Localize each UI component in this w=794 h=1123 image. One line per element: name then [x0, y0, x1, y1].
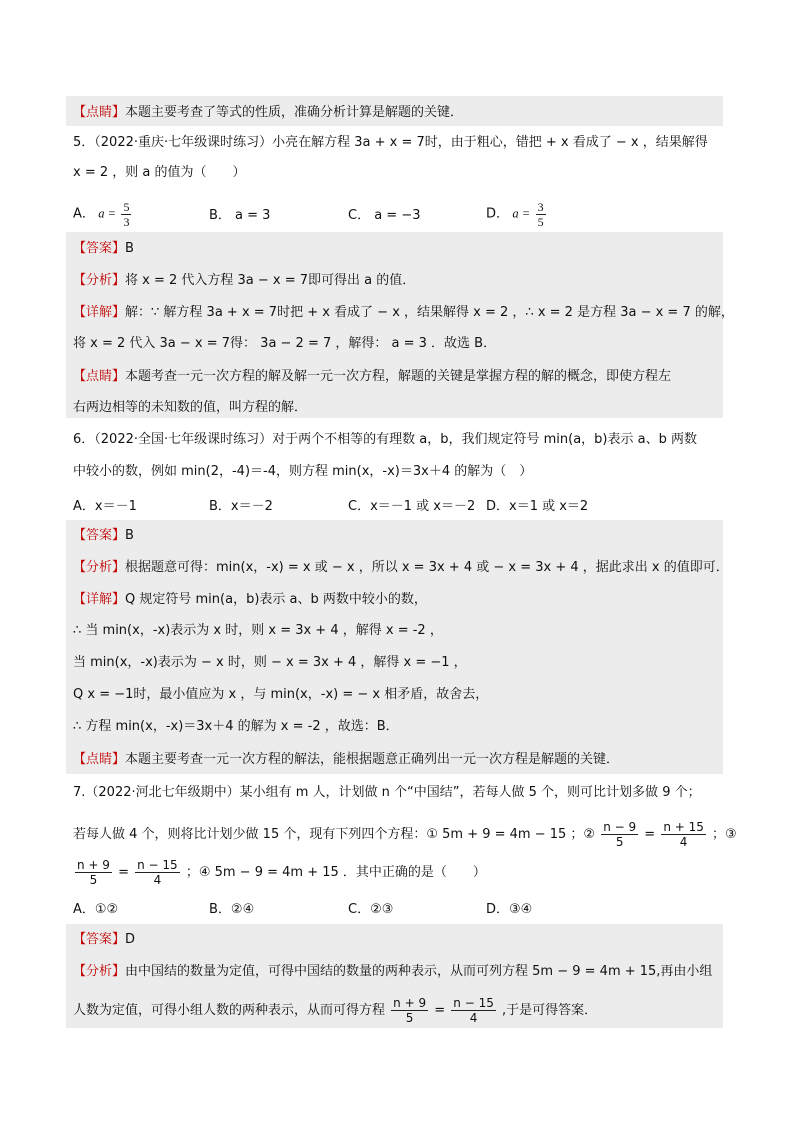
q5-detail-line2: 将 x = 2 代入 3a − x = 7得： 3a − 2 = 7 ，解得： a = 3 ．故选 B． [73, 336, 497, 351]
q7-option-b: B．②④ [209, 902, 255, 917]
fraction: $\frac{n + 9}{5}$ [77, 858, 110, 887]
q7-analysis-line1: 【分析】由中国结的数量为定值，可得中国结的数量的两种表示，从而可列方程 5m − 9 = 4m + 15,再由小组 [73, 964, 713, 979]
q7-option-a: A．①② [73, 902, 119, 917]
fraction: $\frac{n - 9}{5}$ [603, 820, 637, 849]
q6-stem-line2: 中较小的数，例如 min(2，-4)＝-4，则方程 min(x，-x)＝3x＋4 的解为（ ） [73, 464, 533, 479]
q6-option-c: C．x＝－1 或 x＝－2 [348, 499, 476, 514]
q6-option-d: D．x＝1 或 x＝2 [486, 499, 589, 514]
q5-option-d: D． a = $\frac{3}{5}$ [486, 200, 544, 229]
q5-stem-line1: 5．（2022·重庆·七年级课时练习）小亮在解方程 3a + x = 7时，由于粗心，错把 + x 看成了 − x ，结果解得 [73, 135, 708, 150]
q5-option-b: B． a = 3 [209, 208, 271, 223]
q7-option-d: D．③④ [486, 902, 533, 917]
q5-option-c: C． a = −3 [348, 208, 421, 223]
comment-text: 本题主要考查了等式的性质，准确分析计算是解题的关键． [125, 105, 464, 120]
q7-stem-line2: 若每人做 4 个，则将比计划少做 15 个，现有下列四个方程：① 5m + 9 = 4m − 15 ；② $\frac{n - 9}{5}$ = $\frac{n + 15}{4}$ ；③ [73, 820, 737, 849]
q7-stem-line1: 7.（2022·河北七年级期中）某小组有 m 人，计划做 n 个“中国结”，若每人做 5 个，则可比计划多做 9 个； [73, 785, 701, 800]
fraction: $\frac{5}{3}$ [123, 200, 130, 229]
q6-detail-line1: 【详解】Q 规定符号 min(a，b)表示 a、b 两数中较小的数， [73, 592, 427, 607]
q5-analysis: 【分析】将 x = 2 代入方程 3a − x = 7即可得出 a 的值． [73, 273, 416, 288]
q6-answer: 【答案】B [73, 528, 134, 543]
q7-answer: 【答案】D [73, 932, 136, 947]
q5-detail-line1: 【详解】解：∵ 解方程 3a + x = 7时把 + x 看成了 − x ，结果解得 x = 2 ，∴ x = 2 是方程 3a − x = 7 的解， [73, 305, 734, 320]
q6-detail-line5: ∴ 方程 min(x，-x)＝3x＋4 的解为 x = -2 ，故选：B． [73, 719, 399, 734]
fraction: $\frac{n + 9}{5}$ [393, 996, 427, 1025]
q7-option-c: C．②③ [348, 902, 394, 917]
q6-analysis: 【分析】根据题意可得：min(x，-x) = x 或 − x ，所以 x = 3x + 4 或 − x = 3x + 4 ，据此求出 x 的值即可． [73, 560, 729, 575]
q6-comment: 【点睛】本题主要考查一元一次方程的解法，能根据题意正确列出一元一次方程是解题的关键． [73, 752, 620, 767]
fraction: $\frac{n - 15}{4}$ [453, 996, 494, 1025]
q6-detail-line3: 当 min(x，-x)表示为 − x 时，则 − x = 3x + 4 ，解得 x = −1 ， [73, 655, 467, 670]
fraction: $\frac{n + 15}{4}$ [663, 820, 704, 849]
q6-stem-line1: 6．（2022·全国·七年级课时练习）对于两个不相等的有理数 a，b，我们规定符号 min(a，b)表示 a、b 两数 [73, 432, 697, 447]
comment-tag: 【点睛】 [73, 105, 126, 120]
q7-stem-line3: $\frac{n + 9}{5}$ = $\frac{n - 15}{4}$ ；④ 5m − 9 = 4m + 15 ．其中正确的是（ ） [77, 858, 486, 887]
q5-answer: 【答案】B [73, 241, 134, 256]
fraction: $\frac{3}{5}$ [537, 200, 544, 229]
q5-option-a: A． a = $\frac{5}{3}$ [73, 200, 130, 229]
q7-analysis-line2: 人数为定值，可得小组人数的两种表示，从而可得方程 $\frac{n + 9}{5}$ = $\frac{n - 15}{4}$ ,于是可得答案． [73, 996, 598, 1025]
q5-stem-line2: x = 2 ，则 a 的值为（ ） [73, 165, 246, 180]
comment-line [73, 103, 463, 122]
fraction: $\frac{n - 15}{4}$ [137, 858, 178, 887]
q6-option-a: A．x＝－1 [73, 499, 137, 514]
q6-detail-line2: ∴ 当 min(x，-x)表示为 x 时，则 x = 3x + 4 ，解得 x = -2 ， [73, 623, 443, 638]
q5-solution-band [66, 232, 723, 418]
q6-option-b: B．x＝－2 [209, 499, 273, 514]
q6-detail-line4: Q x = −1时，最小值应为 x ，与 min(x，-x) = − x 相矛盾，故舍去， [73, 687, 489, 702]
q5-comment-line2: 右两边相等的未知数的值，叫方程的解． [73, 400, 308, 415]
q5-comment-line1: 【点睛】本题考查一元一次方程的解及解一元一次方程，解题的关键是掌握方程的解的概念，即使方程左 [73, 369, 672, 384]
